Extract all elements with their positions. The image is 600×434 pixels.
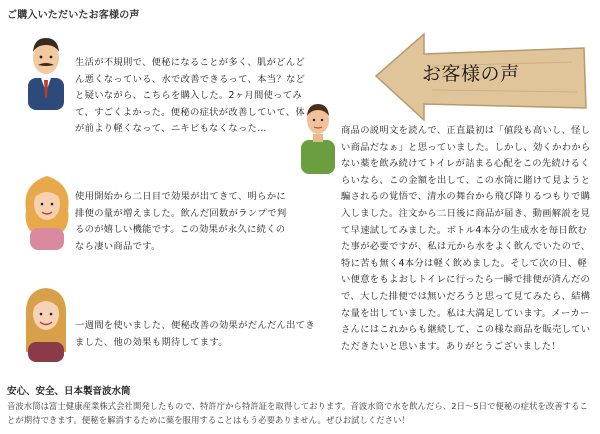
avatar-man-green <box>298 100 338 174</box>
customer-voice-banner <box>372 26 590 121</box>
review-text-2: 商品の説明文を読んで、正直最初は「値段も高いし、怪しい商品だなぁ」と思っていました。しかし、効くかわからない薬を飲み続けてトイレが詰まる心配をこの先続けるくらいなら、この金額を出して、この水筒に賭けて見ようと騙されるの覚悟で、清水の舞台から飛び降りるつもりで購入しました。注文から二日後に商品が届き、動画解説を見て早速試してみました。ボトル4本分の生成水を毎日飲むた事が必要ですが、私は元から水をよく飲んでいたので、特に苦も無く4本分は軽く飲めました。そして次の日、軽い便意をもよおしトイレに行ったら一瞬で排便が済んだので、大した排便では無いだろうと思って見てみたら、結構な量を出していました。私は大満足しています。メーカーさんにはこれからも継続して、この様な商品を販売していただきたいと思います。ありがとうございました！ <box>341 125 591 352</box>
avatar-woman-long-hair <box>20 282 72 362</box>
page-heading: ご購入いただいたお客様の声 <box>7 10 140 21</box>
banner-label: お客様の声 <box>422 63 520 85</box>
avatar-woman-curly <box>20 170 74 250</box>
review-text-1: 生活が不規則で、便秘になることが多く、肌がどんどん悪くなっている、水で改善できるって、本当？などと疑いながら、こちらを購入した。2ヶ月間使ってみて、すごくよかった。便秘の症状が改善していて、体が前より軽くなって、ニキビもなくなった… <box>75 57 306 135</box>
section-title: 安心、安全、日本製音波水筒 <box>7 386 131 397</box>
section-body: 音波水筒は富士健康産業株式会社開発したもので、特許庁から特許証を取得しております。音波水筒で水を飲んだら、2日～5日で便秘の症状を改善することが期待できます。便秘を解消するために薬を服用することはもう必要ありません。ぜひお試しください！ <box>7 401 588 425</box>
avatar-man-suit <box>22 32 70 110</box>
review-text-3: 使用開始から二日目で効果が出てきて、明らかに排便の量が増えました。飲んだ回数がランプで判るのが嬉しい機能です。この効果が永久に続くのなら凄い商品です。 <box>75 191 287 252</box>
review-text-4: 一週間を使いました、便秘改善の効果がだんだん出てきました、他の効果も期待してます。 <box>75 320 315 348</box>
